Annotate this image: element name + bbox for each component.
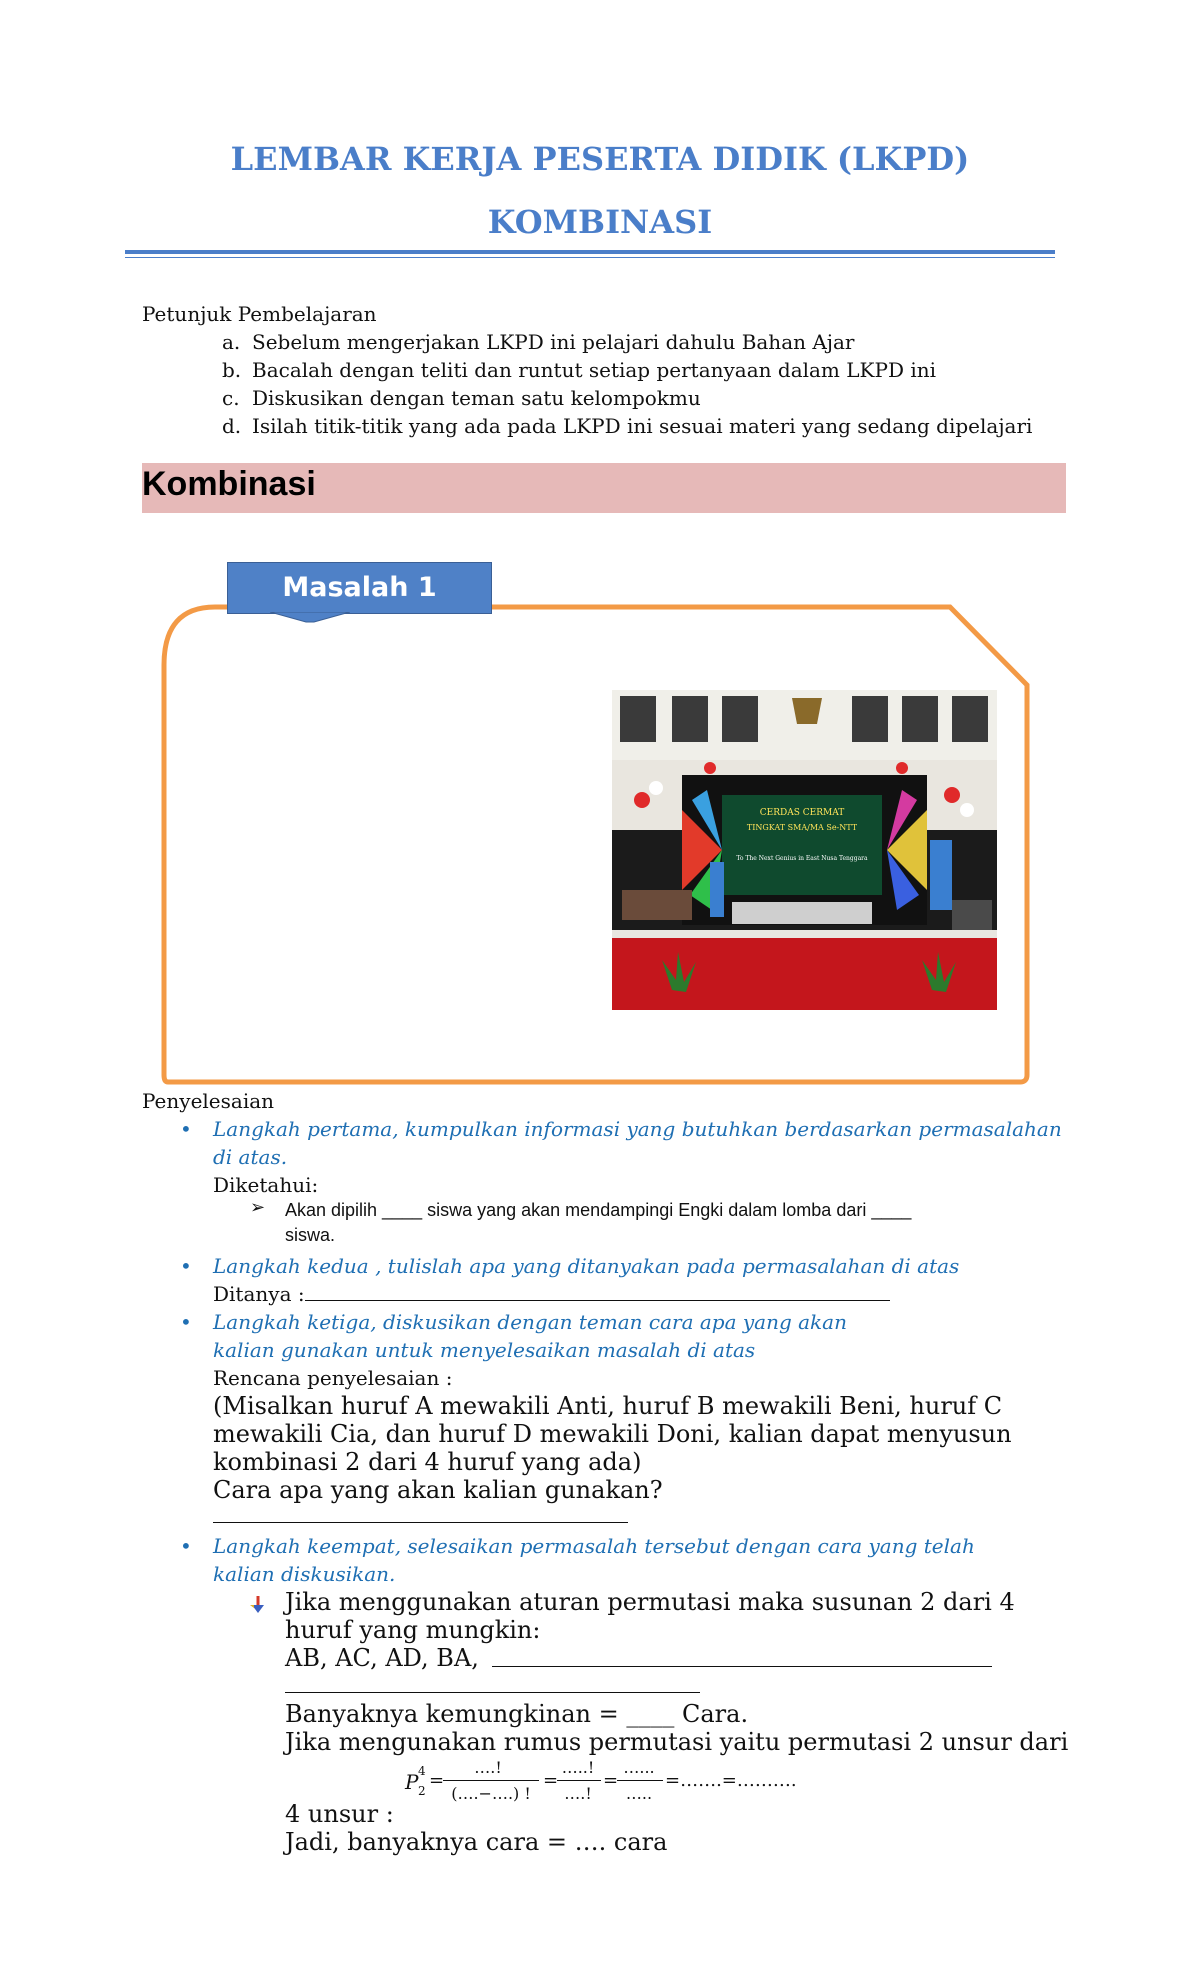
perm-answer-line2 (285, 1692, 700, 1693)
permutation-formula: P 4 2 = ….! (….−….) ! = …..! ….! = …... ….. =…….=………. (405, 1758, 797, 1803)
bullet-icon: • (180, 1534, 192, 1558)
arrow-bullet-icon (250, 1596, 266, 1614)
plan-question: Cara apa yang akan kalian gunakan? (213, 1476, 663, 1504)
plan-line3: kombinasi 2 dari 4 huruf yang ada) (213, 1448, 642, 1476)
method-answer-line (213, 1522, 628, 1523)
tab-pointer (270, 612, 350, 626)
instructions-heading: Petunjuk Pembelajaran (142, 302, 377, 326)
step2-text: Langkah kedua , tulislah apa yang ditanyakan pada permasalahan di atas (213, 1254, 960, 1278)
perm-count: Banyaknya kemungkinan = ____ Cara. (285, 1700, 749, 1728)
instruction-item: b. Bacalah dengan teliti dan runtut setiap pertanyaan dalam LKPD ini (222, 358, 937, 382)
arrow-bullet-icon: ➢ (250, 1197, 266, 1217)
conclusion: Jadi, banyaknya cara = …. cara (285, 1828, 668, 1856)
title-divider (125, 250, 1055, 254)
solution-heading: Penyelesaian (142, 1089, 275, 1113)
step4-text-line1: Langkah keempat, selesaikan permasalah tersebut dengan cara yang telah (213, 1534, 975, 1558)
formula-intro: Jika mengunakan rumus permutasi yaitu permutasi 2 unsur dari (285, 1728, 1069, 1756)
known-item-line1: Akan dipilih ____ siswa yang akan mendampingi Engki dalam lomba dari ____ (285, 1200, 912, 1220)
perm-line3: AB, AC, AD, BA, (285, 1644, 479, 1672)
perm-line2: huruf yang mungkin: (285, 1616, 541, 1644)
competition-photo (612, 690, 997, 1010)
step3-text-line1: Langkah ketiga, diskusikan dengan teman cara apa yang akan (213, 1310, 847, 1334)
title-divider-thin (125, 257, 1055, 258)
step3-text-line2: kalian gunakan untuk menyelesaikan masalah di atas (213, 1338, 756, 1362)
section-banner-title: Kombinasi (142, 465, 316, 503)
instruction-item: a. Sebelum mengerjakan LKPD ini pelajari dahulu Bahan Ajar (222, 330, 855, 354)
instruction-item: d. Isilah titik-titik yang ada pada LKPD ini sesuai materi yang sedang dipelajari (222, 414, 1033, 438)
plan-line1: (Misalkan huruf A mewakili Anti, huruf B mewakili Beni, huruf C (213, 1392, 1003, 1420)
perm-answer-line1 (492, 1666, 992, 1667)
bullet-icon: • (180, 1117, 192, 1141)
banner-text-line1: CERDAS CERMAT (759, 808, 845, 818)
asked-answer-line (305, 1300, 890, 1301)
perm-line1: Jika menggunakan aturan permutasi maka susunan 2 dari 4 (285, 1588, 1015, 1616)
page-subtitle: KOMBINASI (487, 203, 713, 241)
step1-text-cont: di atas. (213, 1145, 288, 1169)
bullet-icon: • (180, 1254, 192, 1278)
instruction-item: c. Diskusikan dengan teman satu kelompokmu (222, 386, 701, 410)
banner-text-line3: To The Next Genius in East Nusa Tenggara (736, 855, 868, 862)
known-item-line2: siswa. (285, 1225, 336, 1245)
problem-tab: Masalah 1 (227, 562, 492, 614)
banner-text-line2: TINGKAT SMA/MA Se-NTT (746, 823, 858, 832)
step4-text-line2: kalian diskusikan. (213, 1562, 396, 1586)
plan-label: Rencana penyelesaian : (213, 1366, 453, 1390)
known-label: Diketahui: (213, 1173, 319, 1197)
asked-label: Ditanya : (213, 1282, 305, 1306)
page-title: LEMBAR KERJA PESERTA DIDIK (LKPD) (230, 140, 970, 178)
bullet-icon: • (180, 1310, 192, 1334)
formula-tail: 4 unsur : (285, 1800, 394, 1828)
step1-text: Langkah pertama, kumpulkan informasi yang butuhkan berdasarkan permasalahan (213, 1117, 1062, 1141)
plan-line2: mewakili Cia, dan huruf D mewakili Doni, kalian dapat menyusun (213, 1420, 1012, 1448)
instructions-list (222, 328, 1122, 440)
